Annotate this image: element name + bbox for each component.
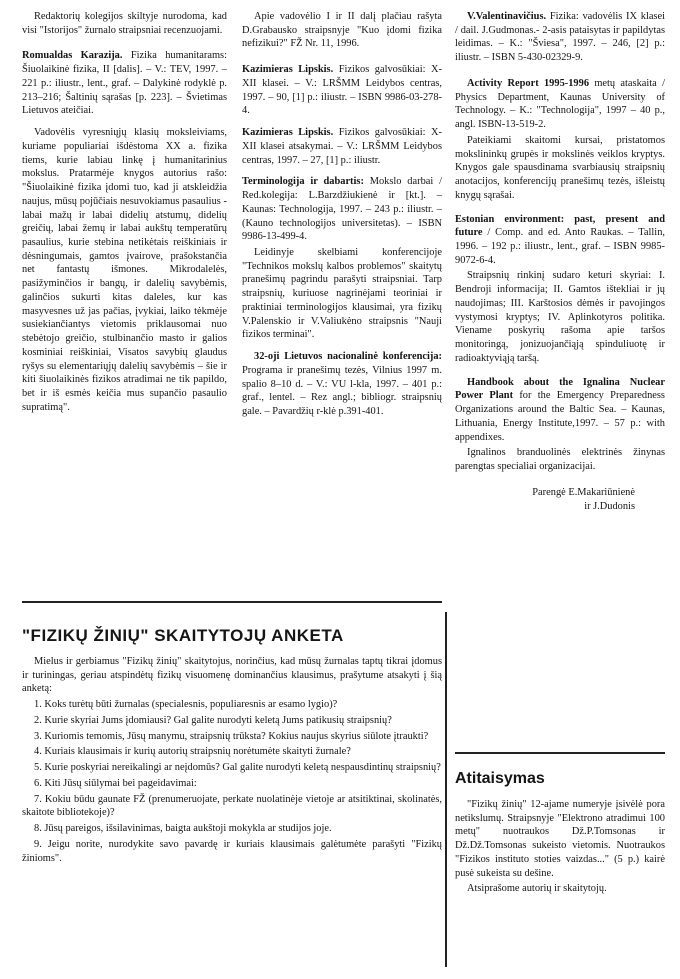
signature-2: ir J.Dudonis bbox=[584, 500, 635, 512]
entry-text: Mokslo darbai / Red.kolegija: L.Barzdžiukienė ir [kt.]. – Kaunas: Technologija, 1997. – 243 p.: iliustr. – (Kauno technologijos universitetas). – ISBN 9986-13-499-4. bbox=[242, 176, 442, 243]
column-left bbox=[22, 10, 227, 417]
entry-text: Fizikos galvosūkiai: X-XII klasei atsakymai. – V.: LRŠMM Leidybos centras, 1997. – 27, [1] p.: iliustr. bbox=[242, 127, 442, 166]
entry-conference bbox=[242, 350, 442, 419]
correction-text: "Fizikų žinių" 12-ajame numeryje įsivėlė pora netikslumų. Straipsnyje "Elektrono atradimui 100 metų" nuotraukos Dž.P.Tomsonas ir Dž.Dž.Tomsonas sukeisto vietomis. Nuotraukos "Fizikos instituto stoties vaizdas..." (5 p.) kairė pusė sukeista su dešine. bbox=[455, 799, 665, 879]
entry-text: Fizika: vadovėlis IX klasei / dail. J.Gudmonas.- 2-asis pataisytas ir papildytas leidimas. – K.: "Šviesa", 1997. – 246, [2] p.: iliustr. – ISBN 5-430-02329-9. bbox=[455, 11, 665, 64]
survey-question: 7. Kokiu būdu gaunate FŽ (prenumeruojate, perkate nuolatinėje vietoje ar atsitiktinai, skolinatės, skaitote bibliotekoje)? bbox=[22, 793, 442, 819]
survey-question: 4. Kuriais klausimais ir kurių autorių straipsnių norėtumėte skaityti žurnale? bbox=[34, 746, 351, 758]
survey-title: "FIZIKŲ ŽINIŲ" SKAITYTOJŲ ANKETA bbox=[22, 626, 344, 645]
textbook-note: Apie vadovėlio I ir II dalį plačiau rašyta D.Grabausko straipsnyje "Kuo įdomi fizika nefizikui?" FŽ Nr. 11, 1996. bbox=[242, 11, 442, 50]
entry-ignalina bbox=[455, 376, 665, 445]
entry-karazija bbox=[22, 49, 227, 118]
board-note: Redaktorių kolegijos skiltyje nurodoma, kad visi "Istorijos" žurnalo straipsniai recenzuojami. bbox=[22, 11, 227, 36]
entry-author: Kazimieras Lipskis. bbox=[242, 64, 334, 76]
review-text: Leidinyje skelbiami konferencijoje "Technikos mokslų kalbos problemos" skaitytų pranešimų pagrindu parašyti straipsniai. Tarp straipsnių, kuriuose nagrinėjami teoriniai ir praktiniai terminologijos klausimai, yra fizikų V.Palenskio ir V.Valiukėno straipsnis "Nauji fizikos terminai". bbox=[242, 247, 442, 341]
survey-question: 8. Jūsų pareigos, išsilavinimas, baigta aukštoji mokykla ar studijos joje. bbox=[34, 823, 332, 835]
entry-title: 32-oji Lietuvos nacionalinė konferencija: bbox=[254, 351, 442, 363]
review-text: Straipsnių rinkinį sudaro keturi skyriai: I. Bendroji informacija; II. Gamtos ištekliai ir jų naudojimas; III. Karštosios dėmės ir pavojingos vystymosi kryptys; IV. Aplinkotyros politika. Viename poskyrių rašoma apie taršos monitoringą, jonizuojančiąją spinduliuotę ir radioaktyviąją taršą. bbox=[455, 270, 665, 364]
entry-text: Fizika humanitarams: Šiuolaikinė fizika, II [dalis]. – V.: TEV, 1997. – 221 p.: iliustr., lent., graf. – Dalykinė rodyklė p. 213–216; Šaltinių sąrašas [p. 223]. – Švietimas Lietuvos ateičiai. bbox=[22, 50, 227, 117]
entry-title: Activity Report 1995-1996 bbox=[467, 77, 590, 89]
entry-lipskis-1 bbox=[242, 63, 442, 118]
correction-apology: Atsiprašome autorių ir skaitytojų. bbox=[467, 883, 607, 895]
survey-question: 6. Kiti Jūsų siūlymai bei pageidavimai: bbox=[34, 777, 197, 789]
review-text: Pateikiami skaitomi kursai, pristatomos mokslininkų grupės ir mokslinės veiklos kryptys. Knygos gale spausdinama svarbiausių straipsnių anotacijos, konferencijų pranešimų tezės, išleistų knygų sąrašai. bbox=[455, 134, 665, 201]
entry-activity-report bbox=[455, 77, 665, 132]
review-text: Ignalinos branduolinės elektrinės žinynas parengtas specialiai organizacijai. bbox=[455, 447, 665, 473]
entry-valentinavicius bbox=[455, 10, 665, 65]
survey-question: 1. Koks turėtų būti žurnalas (specialesnis, populiaresnis ar esamo lygio)? bbox=[34, 699, 338, 711]
entry-author: Romualdas Karazija. bbox=[22, 50, 123, 62]
review-text: Vadovėlis vyresniųjų klasių moksleiviams, kuriame populiariai išdėstoma XX a. fizika tiems, kurie labiau linkę į humanitarinius mokslus. Pratarmėje knygos autorius rašo: "Šiuolaikinė fizika įdomi tuo, kad ji atskleidžia naujus, mūsų pojūčiais nesuvokiamus pasaulius - labai mažų ir labai didelių atstumų, didelių greičių, labai žemų ir labai aukštų temperatūrų pasaulius, kurie stebina netikėtais reiškiniais ir dėsningumais, gamtos įvairove, prašokstančia net fantastų išmones. Mikrodalelės, pasižyminčios ir bangų, ir dalelių savybėmis, galinčios sukurti kitas daleles, kur kas masyvesnes už jas pačias, įvykiai, laiko tėkmėje susiekiančiantys vietomis priklausomai nuo stebėtojo greičio, stulbinančio masto ir galios kosminiai reiškiniai, Visatos savybių glaudus ryšys su elementariųjų dalelių savybėmis – šie ir kiti šiuolaikinės fizikos atradimai ne tik papildo, bet ir iš esmės keičia mus supančio pasaulio supratimą". bbox=[22, 127, 227, 413]
survey-body bbox=[22, 655, 442, 867]
entry-lipskis-2 bbox=[242, 126, 442, 167]
survey-question: 2. Kurie skyriai Jums įdomiausi? Gal galite nurodyti keletą Jums patikusių straipsnių? bbox=[34, 714, 392, 726]
column-divider bbox=[445, 612, 447, 967]
entry-text: Fizikos galvosūkiai: X-XII klasei. – V.: LRŠMM Leidybos centras, 1997. – 90, [1] p.: iliustr. – ISBN 9986-03-278-4. bbox=[242, 64, 442, 117]
entry-terminologija bbox=[242, 175, 442, 244]
survey-question: 5. Kurie poskyriai nereikalingi ar neįdomūs? Gal galite nurodyti keletą nespausdintinų straipsnių? bbox=[34, 762, 441, 774]
column-right bbox=[455, 10, 665, 515]
entry-title: Estonian environment: past, present and future bbox=[455, 213, 665, 239]
entry-title: Terminologija ir dabartis: bbox=[242, 176, 364, 188]
signature-1: Parengė E.Makariūnienė bbox=[532, 486, 635, 498]
entry-author: V.Valentinavičius. bbox=[467, 11, 547, 22]
section-divider bbox=[22, 601, 442, 603]
entry-text: Programa ir pranešimų tezės, Vilnius 1997 m. spalio 8–10 d. – V.: VU l-kla, 1997. – 401 p.: graf., lentel. – Rez angl.; bibliogr. straipsnių gale. – Pavardžių r-klė p.391-401. bbox=[242, 364, 442, 418]
entry-estonian bbox=[455, 213, 665, 268]
entry-text: for the Emergency Preparedness Organizations around the Baltic Sea. – Kaunas, Lithuania, Energy Institute,1997. – 57 p.: with appendixes. bbox=[455, 390, 665, 443]
entry-text: / Comp. and ed. Anto Raukas. – Tallin, 1996. – 192 p.: iliustr., lent., graf. – ISBN 9985-9072-6-4. bbox=[455, 227, 665, 266]
column-middle bbox=[242, 10, 442, 427]
section-divider-right bbox=[455, 752, 665, 754]
entry-title: Handbook about the Ignalina Nuclear Power Plant bbox=[455, 376, 665, 402]
correction-body bbox=[455, 798, 665, 898]
survey-intro: Mielus ir gerbiamus "Fizikų žinių" skaitytojus, norinčius, kad mūsų žurnalas taptų tikrai įdomus ir turiningas, geriau atspindėtų fizikų visuomenę dominančius klausimus, prašytume atsakyti į šią anketą: bbox=[22, 656, 442, 695]
entry-text: metų ataskaita / Physics Department, Kaunas University of Technology. – K.: "Technologija", 1997 – 40 p., angl. ISBN-13-519-2. bbox=[455, 77, 665, 131]
survey-question: 9. Jeigu norite, nurodykite savo pavardę ir kuriais klausimais galėtumėte parašyti "Fizikų žinioms". bbox=[22, 838, 442, 864]
survey-question: 3. Kuriomis temomis, Jūsų manymu, straipsnių trūksta? Kokius naujus skyrius siūlote įtraukti? bbox=[34, 730, 429, 742]
correction-title: Atitaisymas bbox=[455, 770, 545, 787]
entry-author: Kazimieras Lipskis. bbox=[242, 127, 334, 139]
